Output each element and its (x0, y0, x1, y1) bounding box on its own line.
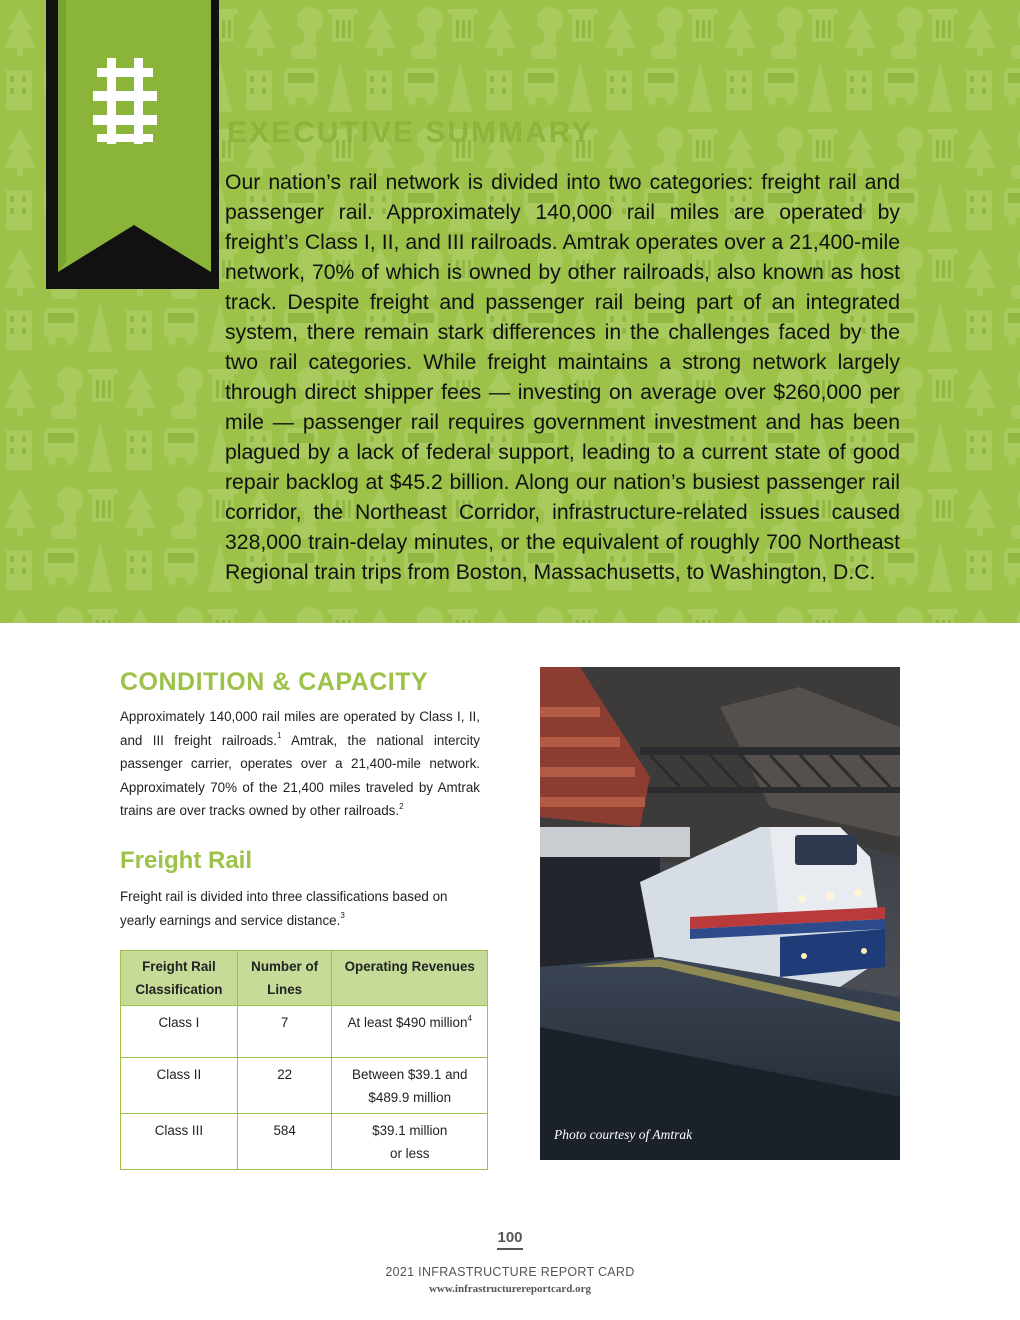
freight-text: Freight rail is divided into three classifications based on yearly earnings and service distance. (120, 889, 448, 928)
cell-classification: Class III (121, 1114, 238, 1170)
freight-rail-heading: Freight Rail (120, 847, 253, 874)
table-row (121, 1114, 488, 1170)
amtrak-train-photo (540, 667, 900, 1160)
executive-summary-text: Our nation’s rail network is divided into two categories: freight rail and passenger rail. Approximately 140,000 rail miles are operated by freight’s Class I, II, and III railroads. Amtrak operates over a 21,400-mile network, 70% of which is owned by other railroads, also known as host track. Despite freight and passenger rail being part of an integrated system, there remain stark differences in the challenges faced by the two rail categories. While freight maintains a strong network largely through direct shipper fees — investing on average over $260,000 per mile — passenger rail requires government investment and has been plagued by a lack of federal support, leading to a current state of good repair backlog at $45.2 billion. Along our nation’s busiest passenger rail corridor, the Northeast Corridor, infrastructure-related issues caused 328,000 train-delay minutes, or the equivalent of roughly 700 Northeast Regional train trips from Boston, Massachusetts, to Washington, D.C. (225, 171, 900, 584)
page-number-text: 100 (497, 1229, 522, 1250)
footer-url-link[interactable]: www.infrastructurereportcard.org (428, 1283, 592, 1295)
cell-classification: Class II (121, 1058, 238, 1114)
cell-classification: Class I (121, 1006, 238, 1058)
table-row (121, 1058, 488, 1114)
column-header-lines: Number of Lines (237, 951, 332, 1006)
table-header-row (121, 951, 488, 1006)
cell-lines: 584 (237, 1114, 332, 1170)
revenue-text: At least $490 million (347, 1015, 468, 1030)
condition-paragraph (120, 705, 480, 823)
footnote-4[interactable]: 4 (467, 1013, 472, 1023)
executive-summary-banner (0, 0, 1020, 623)
photo-caption: Photo courtesy of Amtrak (554, 1127, 693, 1142)
cell-lines: 7 (237, 1006, 332, 1058)
train-illustration (540, 667, 900, 1160)
section-heading: EXECUTIVE SUMMARY (227, 116, 594, 149)
cell-lines: 22 (237, 1058, 332, 1114)
footer-report-title: 2021 INFRASTRUCTURE REPORT CARD (385, 1265, 635, 1279)
footnote-2[interactable]: 2 (399, 801, 404, 811)
footnote-1[interactable]: 1 (276, 731, 282, 741)
footnote-3[interactable]: 3 (340, 911, 345, 921)
freight-paragraph (120, 885, 480, 932)
column-header-revenues: Operating Revenues (332, 951, 488, 1006)
railroad-track-icon (93, 58, 157, 144)
page-number (0, 1229, 1020, 1246)
cell-revenue: Between $39.1 and $489.9 million (332, 1058, 488, 1114)
condition-capacity-heading: CONDITION & CAPACITY (120, 668, 429, 696)
freight-classification-table (120, 950, 488, 1170)
cell-revenue: $39.1 million or less (332, 1114, 488, 1170)
column-header-classification: Freight Rail Classification (121, 951, 238, 1006)
condition-text-a: Approximately 140,000 rail miles are operated by Class I, II, and III freight railroads. (120, 709, 480, 748)
table-row (121, 1006, 488, 1058)
condition-text-b: Amtrak, the national intercity passenger carrier, operates over a 21,400-mile network. Approximately 70% of the 21,400 miles traveled by Amtrak trains are over tracks owned by other railroads. (120, 732, 480, 818)
cell-revenue (332, 1006, 488, 1058)
